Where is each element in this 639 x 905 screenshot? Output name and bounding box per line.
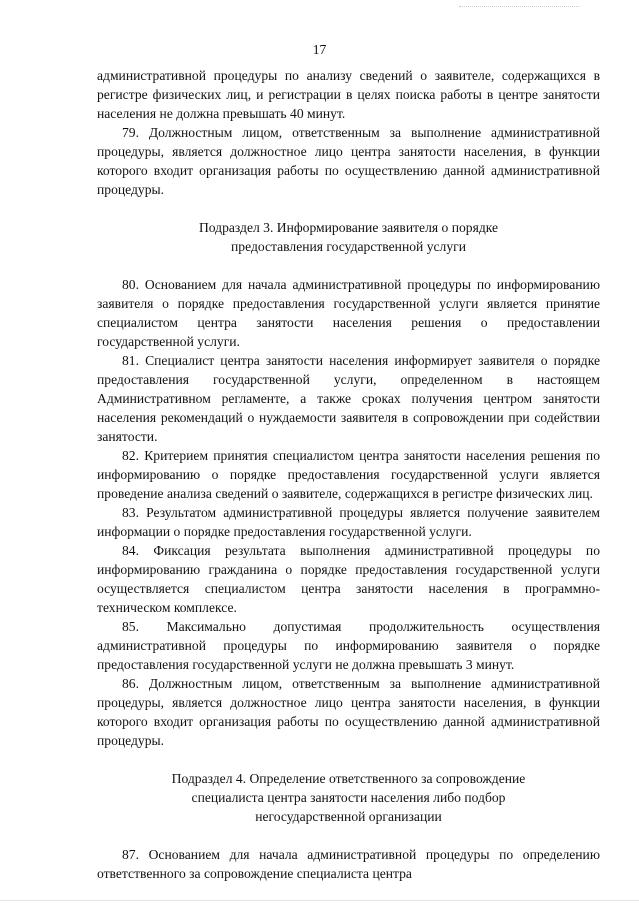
document-body bbox=[97, 66, 600, 883]
section-3-title-line-1: Подраздел 3. Информирование заявителя о порядке bbox=[198, 220, 499, 235]
paragraph-86: 86. Должностным лицом, ответственным за выполнение административной процедуры, является должностное лицо центра занятости населения, в функции которого входит организация работы по осуществлению данной административной процедуры. bbox=[97, 676, 600, 748]
paragraph-81: 81. Специалист центра занятости населения информирует заявителя о порядке предоставления государственной услуги, определенном в настоящем Административном регламенте, а также сроках получения центром занятости населения рекомендаций о нуждаемости заявителя в сопровождении при содействии занятости. bbox=[97, 353, 600, 444]
paragraph-82: 82. Критерием принятия специалистом центра занятости населения решения по информированию о порядке предоставления государственной услуги является проведение анализа сведений о заявителе, содержащихся в регистре физических лиц. bbox=[97, 448, 600, 501]
section-3-heading bbox=[97, 218, 600, 256]
page-number: 17 bbox=[312, 42, 327, 57]
section-4-heading bbox=[97, 769, 600, 826]
scan-artifact bbox=[459, 6, 579, 9]
scan-bottom-edge bbox=[0, 900, 639, 901]
paragraph-80: 80. Основанием для начала административной процедуры по информированию заявителя о порядке предоставления государственной услуги является принятие специалистом центра занятости населения решения о предоставлении государственной услуги. bbox=[97, 277, 600, 349]
section-4-title-line-2: специалиста центра занятости населения либо подбор bbox=[191, 790, 506, 805]
section-4-title-line-3: негосударственной организации bbox=[255, 809, 442, 824]
paragraph-84: 84. Фиксация результата выполнения административной процедуры по информированию гражданина о порядке предоставления государственной услуги осуществляется специалистом центра занятости населения в программно-техническом комплексе. bbox=[97, 543, 600, 615]
paragraph-79: 79. Должностным лицом, ответственным за выполнение административной процедуры, является должностное лицо центра занятости населения, в функции которого входит организация работы по осуществлению данной административной процедуры. bbox=[97, 125, 600, 197]
section-3-title-line-2: предоставления государственной услуги bbox=[231, 239, 466, 254]
paragraph-83: 83. Результатом административной процедуры является получение заявителем информации о порядке предоставления государственной услуги. bbox=[97, 505, 600, 539]
paragraph-87: 87. Основанием для начала административной процедуры по определению ответственного за сопровождение специалиста центра bbox=[97, 847, 600, 881]
paragraph-85: 85. Максимально допустимая продолжительность осуществления административной процедуры по информированию заявителя о порядке предоставления государственной услуги не должна превышать 3 минут. bbox=[97, 619, 600, 672]
paragraph-continued: административной процедуры по анализу сведений о заявителе, содержащихся в регистре физических лиц, и регистрации в целях поиска работы в центре занятости населения не должна превышать 40 минут. bbox=[97, 68, 600, 121]
section-4-title-line-1: Подраздел 4. Определение ответственного за сопровождение bbox=[171, 771, 526, 786]
